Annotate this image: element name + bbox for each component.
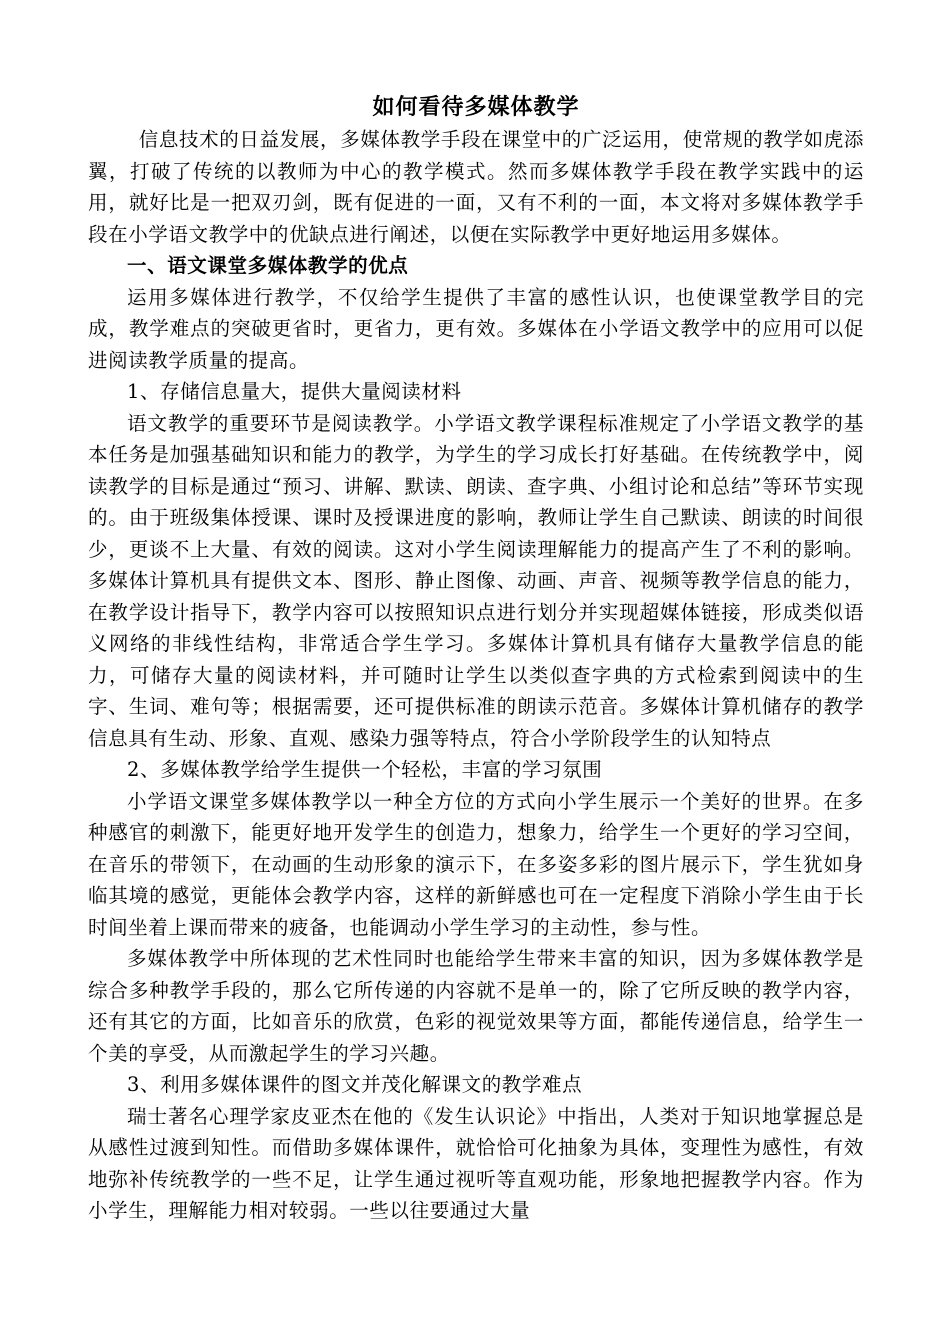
body-paragraph: 小学语文课堂多媒体教学以一种全方位的方式向小学生展示一个美好的世界。在多种感官的刺激下，能更好地开发学生的创造力，想象力，给学生一个更好的学习空间，在音乐的带领下，在动画的生动形象的演示下，在多姿多彩的图片展示下，学生犹如身临其境的感觉，更能体会教学内容，这样的新鲜感也可在一定程度下消除小学生由于长时间坐着上课而带来的疲备，也能调动小学生学习的主动性，参与性。 <box>88 789 864 939</box>
subheading-1: 1、存储信息量大，提供大量阅读材料 <box>127 380 462 403</box>
intro-paragraph: 信息技术的日益发展，多媒体教学手段在课堂中的广泛运用，使常规的教学如虎添翼，打破了传统的以教师为中心的教学模式。然而多媒体教学手段在教学实践中的运用，就好比是一把双刃剑，既有促进的一面，又有不利的一面，本文将对多媒体教学手段在小学语文教学中的优缺点进行阐述，以便在实际教学中更好地运用多媒体。 <box>88 128 864 246</box>
subheading-2: 2、多媒体教学给学生提供一个轻松，丰富的学习氛围 <box>127 758 603 781</box>
body-paragraph: 语文教学的重要环节是阅读教学。小学语文教学课程标准规定了小学语文教学的基本任务是加强基础知识和能力的教学，为学生的学习成长打好基础。在传统教学中，阅读教学的目标是通过“预习、讲解、默读、朗读、查字典、小组讨论和总结”等环节实现的。由于班级集体授课、课时及授课进度的影响，教师让学生自己默读、朗读的时间很少，更谈不上大量、有效的阅读。这对小学生阅读理解能力的提高产生了不利的影响。多媒体计算机具有提供文本、图形、静止图像、动画、声音、视频等教学信息的能力，在教学设计指导下，教学内容可以按照知识点进行划分并实现超媒体链接，形成类似语义网络的非线性结构，非常适合学生学习。多媒体计算机具有储存大量教学信息的能力，可储存大量的阅读材料，并可随时让学生以类似查字典的方式检索到阅读中的生字、生词、难句等；根据需要，还可提供标准的朗读示范音。多媒体计算机储存的教学信息具有生动、形象、直观、感染力强等特点，符合小学阶段学生的认知特点 <box>88 411 864 750</box>
subheading-3: 3、利用多媒体课件的图文并茂化解课文的教学难点 <box>127 1073 583 1096</box>
section-heading-advantages: 一、语文课堂多媒体教学的优点 <box>127 254 409 277</box>
body-paragraph: 瑞士著名心理学家皮亚杰在他的《发生认识论》中指出，人类对于知识地掌握总是从感性过渡到知性。而借助多媒体课件，就恰恰可化抽象为具体，变理性为感性，有效地弥补传统教学的一些不足，让学生通过视听等直观功能，形象地把握教学内容。作为小学生，理解能力相对较弱。一些以往要通过大量 <box>88 1104 864 1222</box>
body-paragraph: 多媒体教学中所体现的艺术性同时也能给学生带来丰富的知识，因为多媒体教学是综合多种教学手段的，那么它所传递的内容就不是单一的，除了它所反映的教学内容，还有其它的方面，比如音乐的欣赏，色彩的视觉效果等方面，都能传递信息，给学生一个美的享受，从而激起学生的学习兴趣。 <box>88 947 864 1065</box>
document-title: 如何看待多媒体教学 <box>372 94 580 120</box>
body-paragraph: 运用多媒体进行教学，不仅给学生提供了丰富的感性认识，也使课堂教学目的完成，教学难点的突破更省时，更省力，更有效。多媒体在小学语文教学中的应用可以促进阅读教学质量的提高。 <box>88 285 864 372</box>
